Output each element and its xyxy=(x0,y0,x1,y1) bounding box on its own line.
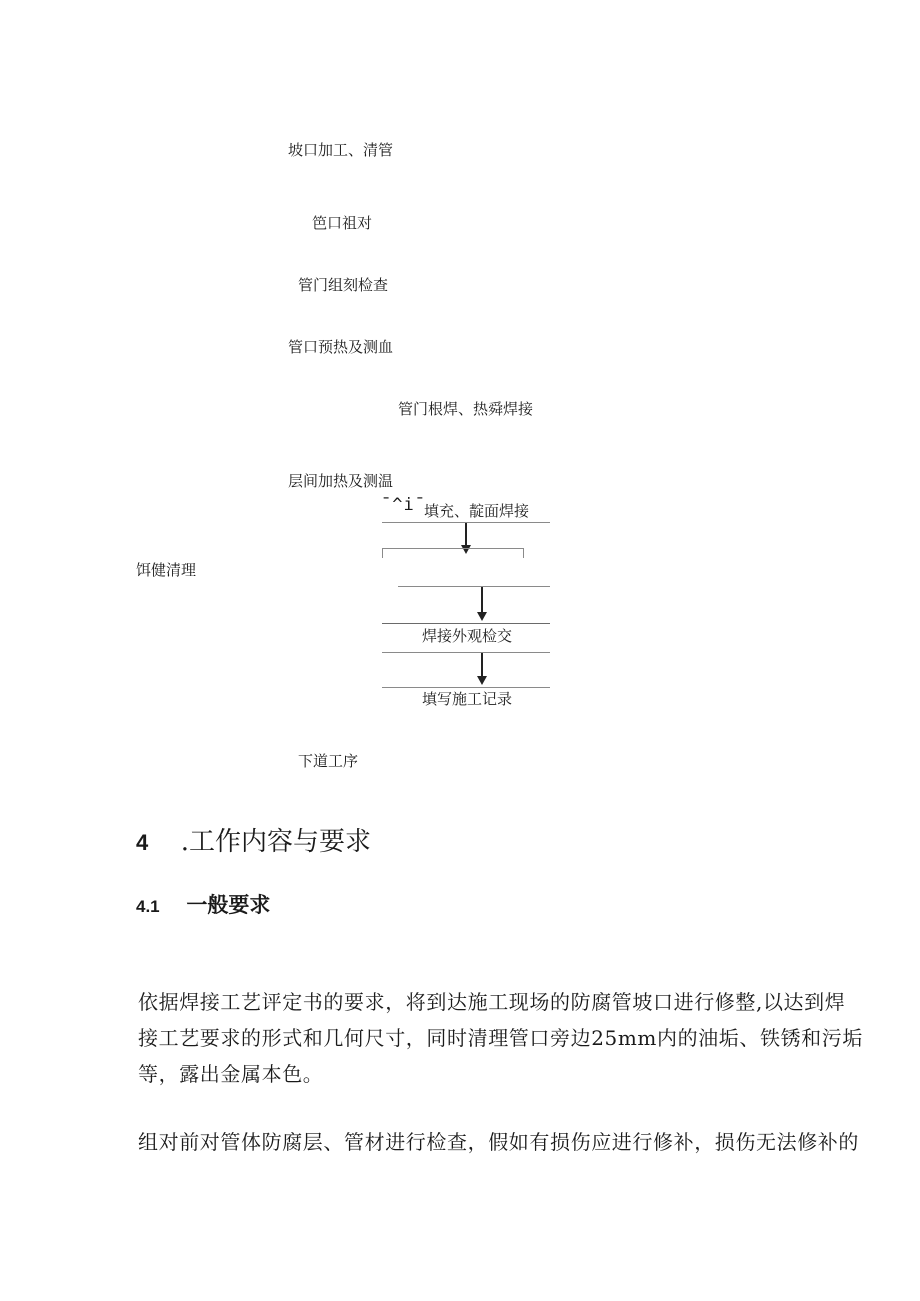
paragraph-line: 组对前对管体防腐层、管材进行检查，假如有损伤应进行修补，损伤无法修补的 xyxy=(138,1130,859,1154)
flow-arrow-stem xyxy=(481,587,483,613)
flow-box-edge xyxy=(382,548,383,558)
flow-box-edge xyxy=(382,652,550,653)
flow-box-edge xyxy=(398,586,550,587)
flow-step-root-hotpass-welding: 管门根焊、热舜焊接 xyxy=(398,400,534,418)
flow-arrow-icon xyxy=(477,612,487,621)
flow-step-interpass-heating: 层间加热及测温 xyxy=(288,472,394,490)
flow-arrow-icon xyxy=(461,545,471,554)
flow-box-edge xyxy=(382,687,550,688)
flow-step-next-process: 下道工序 xyxy=(298,752,359,770)
flow-arrow-icon xyxy=(477,676,487,685)
flow-step-post-weld-cleaning: 饵健清理 xyxy=(136,561,197,579)
flow-step-preheat-measure: 管口预热及测血 xyxy=(288,338,394,356)
flow-step-fitup-inspection: 管门组刻检查 xyxy=(298,276,389,294)
section-number: 4 xyxy=(136,830,149,855)
flow-step-fill-records: 填写施工记录 xyxy=(422,690,513,708)
flow-garbled-fragment: ¯^i¯ xyxy=(381,495,426,515)
flow-step-visual-inspection: 焊接外观检交 xyxy=(422,627,513,645)
flow-arrow-stem xyxy=(481,653,483,677)
subsection-heading xyxy=(136,891,270,921)
flow-arrow-stem xyxy=(465,523,467,546)
paragraph-line: 接工艺要求的形式和几何尺寸，同时清理管口旁边25mm内的油垢、铁锈和污垢 xyxy=(138,1026,863,1050)
flow-box-edge xyxy=(382,623,550,624)
flow-box-edge xyxy=(382,548,524,549)
flow-step-pipe-fitup: 笆口祖对 xyxy=(312,214,373,232)
section-title: .工作内容与要求 xyxy=(180,827,372,857)
flow-step-fill-cap-welding: 填充、靛面焊接 xyxy=(424,502,530,520)
paragraph-line: 等，露出金属本色。 xyxy=(138,1062,324,1086)
subsection-title: 一般要求 xyxy=(186,894,271,917)
section-heading xyxy=(136,826,371,859)
paragraph-bevel-preparation xyxy=(138,984,863,1092)
flow-step-bevel-cleaning: 坡口加工、清管 xyxy=(288,141,394,159)
paragraph-line: 依据焊接工艺评定书的要求，将到达施工现场的防腐管坡口进行修整,以达到焊 xyxy=(138,990,846,1014)
paragraph-coating-inspection xyxy=(138,1124,859,1160)
flow-box-edge xyxy=(523,548,524,558)
subsection-number: 4.1 xyxy=(136,897,160,916)
